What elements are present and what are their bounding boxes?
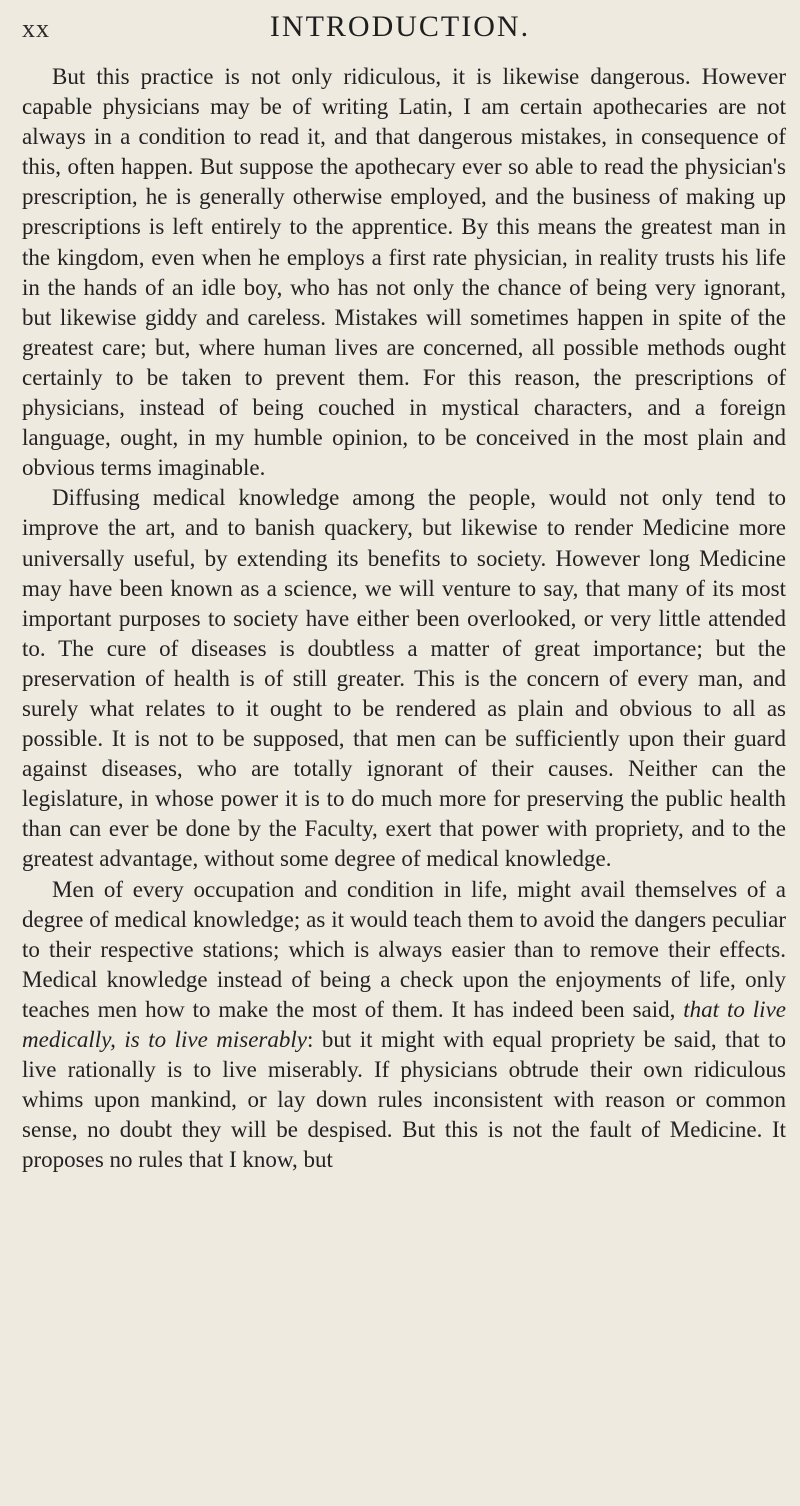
paragraph-text: : but it might with equal propriety be said, that to live rationally is to live miserably. If physicians obtrude their own ridiculous whims upon mankind, or lay down rules inconsistent with reason or common sense, no doubt they will be despised. But this is not the fault of Medicine. It proposes no rules that I know, but	[22, 1027, 786, 1173]
body-text	[22, 62, 786, 1175]
page-number: xx	[22, 14, 50, 43]
paragraph-3	[22, 875, 786, 1176]
paragraph-text: Diffusing medical knowledge among the people, would not only tend to improve the art, and to banish quackery, but likewise to render Medicine more universally useful, by extending its benefits to society. However long Medicine may have been known as a science, we will venture to say, that many of its most important purposes to society have either been overlooked, or very little attended to. The cure of diseases is doubtless a matter of great importance; but the preservation of health is of still greater. This is the concern of every man, and surely what relates to it ought to be rendered as plain and obvious to all as possible. It is not to be supposed, that men can be sufficiently upon their guard against diseases, who are totally ignorant of their causes. Neither can the legislature, in whose power it is to do much more for preserving the public health than can ever be done by the Faculty, exert that power with propriety, and to the greatest advantage, without some degree of medical knowledge.	[22, 485, 786, 872]
running-title: INTRODUCTION.	[269, 10, 531, 43]
paragraph-text: But this practice is not only ridiculous, it is likewise dangerous. However capable physicians may be of writing Latin, I am certain apothecaries are not always in a condition to read it, and that dangerous mistakes, in consequence of this, often happen. But suppose the apothecary ever so able to read the physician's prescription, he is generally otherwise employed, and the business of making up prescriptions is left entirely to the apprentice. By this means the greatest man in the kingdom, even when he employs a first rate physician, in reality trusts his life in the hands of an idle boy, who has not only the chance of being very ignorant, but likewise giddy and careless. Mistakes will sometimes happen in spite of the greatest care; but, where human lives are concerned, all possible methods ought certainly to be taken to prevent them. For this reason, the prescriptions of physicians, instead of being couched in mystical characters, and a foreign language, ought, in my humble opinion, to be conceived in the most plain and obvious terms imaginable.	[22, 64, 786, 481]
running-head	[0, 10, 800, 54]
italic-quote: that to live medically, is to live miserably	[22, 996, 786, 1052]
paragraph-1	[22, 62, 786, 483]
paragraph-text: Men of every occupation and condition in life, might avail themselves of a degree of medical knowledge; as it would teach them to avoid the dangers peculiar to their respective stations; which is always easier than to remove their effects. Medical knowledge instead of being a check upon the enjoyments of life, only teaches men how to make the most of them. It has indeed been said,	[22, 876, 786, 1022]
paragraph-2	[22, 483, 786, 874]
